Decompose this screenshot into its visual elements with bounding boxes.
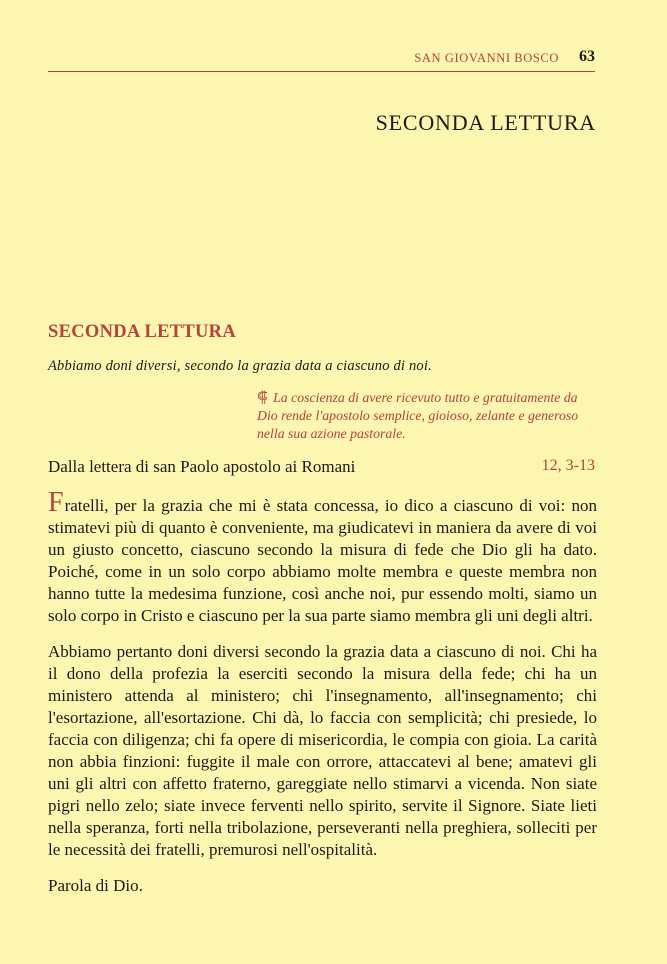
section-title: SECONDA LETTURA xyxy=(375,110,596,135)
closing-acclamation: Parola di Dio. xyxy=(48,876,143,895)
drop-cap: F xyxy=(48,487,64,518)
paragraph-2: Abbiamo pertanto doni diversi secondo la grazia data a ciascuno di noi. Chi ha il dono della profezia la eserciti secondo la misura della fede; chi ha un ministero attenda al ministero; chi l'insegnamento, all'insegnamento; chi l'esortazione, all'esortazione. Chi dà, lo faccia con semplicità; chi presiede, lo faccia con diligenza; chi fa opere di misericordia, le compia con gioia. La carità non abbia finzioni: fuggite il male con orrore, attaccatevi al bene; amatevi gli uni gli altri con affetto fraterno, gareggiate nello stimarvi a vicenda. Non siate pigri nello zelo; siate invece ferventi nello spirito, servite il Signore. Siate lieti nella speranza, forti nella tribolazione, perseveranti nella preghiera, solleciti per le necessità dei fratelli, premurosi nell'ospitalità. xyxy=(48,642,597,859)
paragraph-1 xyxy=(48,487,597,627)
reading-label: SECONDA LETTURA xyxy=(48,322,237,342)
reading-body xyxy=(48,487,597,911)
reading-subtitle: Abbiamo doni diversi, secondo la grazia data a ciascuno di noi. xyxy=(48,358,432,374)
pastoral-note xyxy=(257,389,597,443)
pastoral-note-text: La coscienza di avere ricevuto tutto e gratuitamente da Dio rende l'apostolo semplice, gioioso, zelante e generoso nella sua azione pastorale. xyxy=(257,390,579,441)
scripture-reference: 12, 3-13 xyxy=(541,457,595,474)
paragraph-1-text: ratelli, per la grazia che mi è stata concessa, io dico a ciascuno di voi: non stimatevi più di quanto è conveniente, ma giudicatevi in maniera da avere di voi un giusto concetto, ciascuno secondo la misura di fede che Dio gli ha dato. Poiché, come in un solo corpo abbiamo molte membra e queste membra non hanno tutte la medesima funzione, così anche noi, pur essendo molti, siamo un solo corpo in Cristo e ciascuno per la sua parte siamo membra gli uni degli altri. xyxy=(48,496,597,625)
note-marker-icon: ⸿ xyxy=(257,390,268,406)
page-number: 63 xyxy=(579,48,595,65)
reading-source xyxy=(48,457,597,477)
source-title: Dalla lettera di san Paolo apostolo ai Romani xyxy=(48,457,356,476)
running-header xyxy=(48,49,595,72)
running-title: SAN GIOVANNI BOSCO xyxy=(414,51,559,65)
